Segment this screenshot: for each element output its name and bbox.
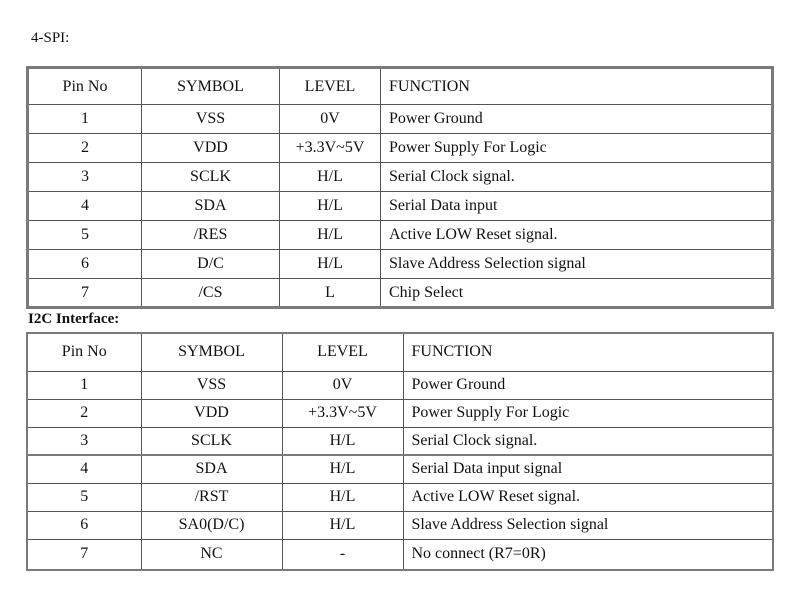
header-function: FUNCTION — [381, 68, 773, 105]
table-row — [28, 250, 773, 279]
symbol-cell: VDD — [141, 399, 282, 427]
pin-no-cell: 7 — [28, 279, 142, 308]
symbol-cell: VSS — [142, 105, 280, 134]
table-row — [27, 455, 773, 483]
symbol-cell: VSS — [141, 371, 282, 399]
function-cell: Slave Address Selection signal — [381, 250, 773, 279]
level-cell: 0V — [280, 105, 381, 134]
header-pin-no: Pin No — [28, 68, 142, 105]
level-cell: H/L — [282, 455, 403, 483]
pin-no-cell: 1 — [27, 371, 141, 399]
table-row — [28, 192, 773, 221]
level-cell: H/L — [280, 250, 381, 279]
function-cell: Serial Clock signal. — [403, 427, 773, 455]
table-row — [27, 483, 773, 511]
symbol-cell: /RST — [141, 483, 282, 511]
header-function: FUNCTION — [403, 333, 773, 371]
symbol-cell: SCLK — [141, 427, 282, 455]
table-row — [27, 427, 773, 455]
pin-no-cell: 6 — [28, 250, 142, 279]
table-header-row — [27, 333, 773, 371]
function-cell: Chip Select — [381, 279, 773, 308]
spi-section-label: 4-SPI: — [31, 30, 70, 46]
function-cell: Power Supply For Logic — [381, 134, 773, 163]
table-row — [27, 399, 773, 427]
header-level: LEVEL — [280, 68, 381, 105]
function-cell: Active LOW Reset signal. — [381, 221, 773, 250]
level-cell: H/L — [280, 221, 381, 250]
function-cell: No connect (R7=0R) — [403, 539, 773, 570]
level-cell: H/L — [282, 511, 403, 539]
pin-no-cell: 6 — [27, 511, 141, 539]
symbol-cell: SDA — [142, 192, 280, 221]
function-cell: Serial Data input — [381, 192, 773, 221]
function-cell: Power Supply For Logic — [403, 399, 773, 427]
pin-no-cell: 7 — [27, 539, 141, 570]
table-row — [27, 371, 773, 399]
pin-no-cell: 3 — [28, 163, 142, 192]
table-header-row — [28, 68, 773, 105]
level-cell: H/L — [282, 483, 403, 511]
table-row — [28, 105, 773, 134]
i2c-pin-table — [26, 332, 774, 571]
level-cell: H/L — [280, 163, 381, 192]
symbol-cell: SCLK — [142, 163, 280, 192]
spi-pin-table — [26, 66, 774, 309]
level-cell: +3.3V~5V — [280, 134, 381, 163]
symbol-cell: NC — [141, 539, 282, 570]
function-cell: Power Ground — [381, 105, 773, 134]
pin-no-cell: 1 — [28, 105, 142, 134]
level-cell: H/L — [282, 427, 403, 455]
symbol-cell: VDD — [142, 134, 280, 163]
symbol-cell: SDA — [141, 455, 282, 483]
function-cell: Active LOW Reset signal. — [403, 483, 773, 511]
table-row — [28, 163, 773, 192]
header-level: LEVEL — [282, 333, 403, 371]
header-symbol: SYMBOL — [141, 333, 282, 371]
level-cell: H/L — [280, 192, 381, 221]
symbol-cell: /CS — [142, 279, 280, 308]
function-cell: Power Ground — [403, 371, 773, 399]
table-row — [28, 134, 773, 163]
level-cell: +3.3V~5V — [282, 399, 403, 427]
symbol-cell: /RES — [142, 221, 280, 250]
table-row — [28, 279, 773, 308]
function-cell: Serial Data input signal — [403, 455, 773, 483]
function-cell: Slave Address Selection signal — [403, 511, 773, 539]
pin-no-cell: 4 — [27, 455, 141, 483]
level-cell: - — [282, 539, 403, 570]
table-row — [27, 511, 773, 539]
function-cell: Serial Clock signal. — [381, 163, 773, 192]
header-symbol: SYMBOL — [142, 68, 280, 105]
header-pin-no: Pin No — [27, 333, 141, 371]
pin-no-cell: 3 — [27, 427, 141, 455]
pin-no-cell: 2 — [27, 399, 141, 427]
table-row — [28, 221, 773, 250]
pin-no-cell: 5 — [28, 221, 142, 250]
pin-no-cell: 2 — [28, 134, 142, 163]
table-row — [27, 539, 773, 570]
symbol-cell: D/C — [142, 250, 280, 279]
pin-no-cell: 4 — [28, 192, 142, 221]
i2c-section-label: I2C Interface: — [28, 311, 120, 327]
level-cell: 0V — [282, 371, 403, 399]
pin-no-cell: 5 — [27, 483, 141, 511]
symbol-cell: SA0(D/C) — [141, 511, 282, 539]
level-cell: L — [280, 279, 381, 308]
